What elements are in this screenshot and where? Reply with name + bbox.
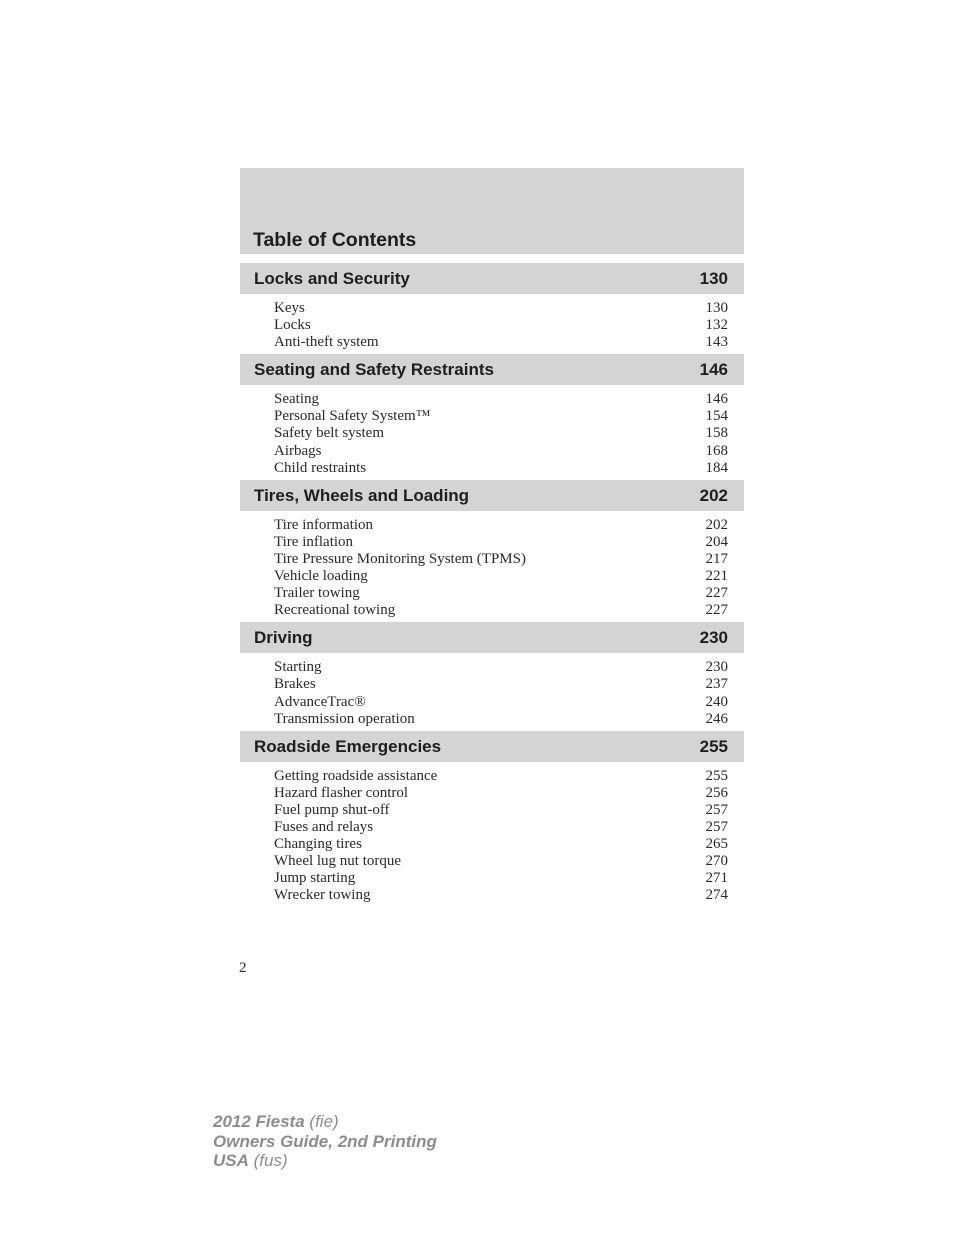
section-header[interactable]	[240, 622, 744, 653]
section-entries	[240, 385, 744, 479]
entry-title: Airbags	[274, 442, 322, 459]
entry-title: Wheel lug nut torque	[274, 853, 402, 870]
entry-page-number: 154	[705, 408, 728, 425]
toc-entry[interactable]	[240, 870, 744, 887]
entry-title: Keys	[274, 300, 305, 316]
entry-title: Getting roadside assistance	[274, 767, 438, 784]
entry-title: Hazard flasher control	[274, 784, 409, 801]
entry-page-number: 271	[705, 870, 728, 887]
toc-entry[interactable]	[240, 317, 744, 334]
section-title: Seating and Safety Restraints	[254, 360, 494, 380]
entry-page-number: 204	[705, 533, 728, 550]
entry-page-number: 168	[705, 442, 728, 459]
section-page-number: 202	[699, 485, 728, 505]
toc-entry[interactable]	[240, 334, 744, 351]
toc-entry[interactable]	[240, 551, 744, 568]
section-title: Locks and Security	[254, 269, 410, 288]
toc-entry[interactable]	[240, 425, 744, 442]
entry-title: AdvanceTrac®	[274, 693, 366, 710]
footer-market-code: (fus)	[253, 1151, 288, 1170]
section-header[interactable]	[240, 263, 744, 294]
entry-title: Anti-theft system	[274, 334, 379, 351]
toc-entry[interactable]	[240, 836, 744, 853]
section-page-number: 146	[699, 360, 728, 380]
toc-header	[240, 168, 744, 254]
toc-entry[interactable]	[240, 534, 744, 551]
entry-page-number: 230	[705, 659, 728, 676]
section-entries	[240, 653, 744, 730]
entry-title: Changing tires	[274, 836, 362, 853]
footer-line-model	[213, 1112, 437, 1132]
entry-title: Child restraints	[274, 459, 367, 476]
toc-entry[interactable]	[240, 443, 744, 460]
entry-title: Fuses and relays	[274, 818, 374, 835]
entry-page-number: 202	[705, 516, 728, 533]
section-entries	[240, 762, 744, 908]
section-entries	[240, 511, 744, 623]
section-page-number: 130	[699, 269, 728, 288]
entry-title: Transmission operation	[274, 710, 415, 727]
page-number: 2	[239, 960, 247, 976]
footer	[213, 1112, 437, 1171]
entry-title: Tire inflation	[274, 533, 354, 550]
toc-entry[interactable]	[240, 568, 744, 585]
section-title: Roadside Emergencies	[254, 736, 442, 756]
section-title: Tires, Wheels and Loading	[254, 485, 470, 505]
entry-title: Safety belt system	[274, 425, 384, 442]
entry-page-number: 143	[705, 334, 728, 351]
entry-title: Seating	[274, 391, 319, 408]
toc-entry[interactable]	[240, 659, 744, 676]
entry-page-number: 227	[705, 602, 728, 619]
toc-entry[interactable]	[240, 802, 744, 819]
footer-line-market	[213, 1151, 437, 1171]
entry-page-number: 221	[705, 568, 728, 585]
entry-title: Starting	[274, 659, 322, 676]
section-header[interactable]	[240, 480, 744, 511]
entry-page-number: 146	[705, 391, 728, 408]
entry-title: Jump starting	[274, 870, 356, 887]
footer-model: 2012 Fiesta	[213, 1112, 305, 1131]
entry-page-number: 255	[705, 767, 728, 784]
entry-title: Trailer towing	[274, 585, 360, 602]
entry-page-number: 246	[705, 710, 728, 727]
entry-title: Locks	[274, 317, 311, 334]
section-title: Driving	[254, 628, 313, 648]
toc-entry[interactable]	[240, 785, 744, 802]
toc-entry[interactable]	[240, 853, 744, 870]
toc-entry[interactable]	[240, 694, 744, 711]
toc-entry[interactable]	[240, 602, 744, 619]
toc-entry[interactable]	[240, 300, 744, 317]
section-header[interactable]	[240, 731, 744, 762]
footer-guide: Owners Guide, 2nd Printing	[213, 1131, 437, 1151]
entry-title: Wrecker towing	[274, 887, 371, 904]
entry-page-number: 274	[705, 887, 728, 904]
entry-title: Tire Pressure Monitoring System (TPMS)	[274, 550, 526, 567]
toc-entry[interactable]	[240, 585, 744, 602]
toc-entry[interactable]	[240, 391, 744, 408]
section-entries	[240, 294, 744, 354]
entry-page-number: 184	[705, 459, 728, 476]
entry-page-number: 270	[705, 853, 728, 870]
entry-page-number: 256	[705, 784, 728, 801]
entry-page-number: 227	[705, 585, 728, 602]
toc-entry[interactable]	[240, 711, 744, 728]
toc-entry[interactable]	[240, 517, 744, 534]
footer-market: USA	[213, 1151, 249, 1170]
section-page-number: 230	[699, 628, 728, 648]
entry-page-number: 217	[705, 550, 728, 567]
entry-page-number: 257	[705, 818, 728, 835]
entry-page-number: 240	[705, 693, 728, 710]
entry-page-number: 130	[705, 300, 728, 316]
toc-entry[interactable]	[240, 408, 744, 425]
section-header[interactable]	[240, 354, 744, 385]
toc-entry[interactable]	[240, 768, 744, 785]
entry-title: Fuel pump shut-off	[274, 801, 390, 818]
entry-title: Tire information	[274, 516, 374, 533]
entry-page-number: 237	[705, 676, 728, 693]
toc-entry[interactable]	[240, 819, 744, 836]
entry-page-number: 132	[705, 317, 728, 334]
toc-entry[interactable]	[240, 887, 744, 904]
entry-title: Brakes	[274, 676, 316, 693]
entry-title: Personal Safety System™	[274, 408, 431, 425]
entry-page-number: 265	[705, 836, 728, 853]
entry-page-number: 257	[705, 801, 728, 818]
entry-title: Recreational towing	[274, 602, 396, 619]
entry-title: Vehicle loading	[274, 568, 368, 585]
toc-entry[interactable]	[240, 676, 744, 693]
footer-model-code: (fie)	[309, 1112, 339, 1131]
toc-entry[interactable]	[240, 460, 744, 477]
page-title: Table of Contents	[253, 229, 417, 251]
toc-sections	[240, 263, 744, 907]
entry-page-number: 158	[705, 425, 728, 442]
section-page-number: 255	[699, 736, 728, 756]
